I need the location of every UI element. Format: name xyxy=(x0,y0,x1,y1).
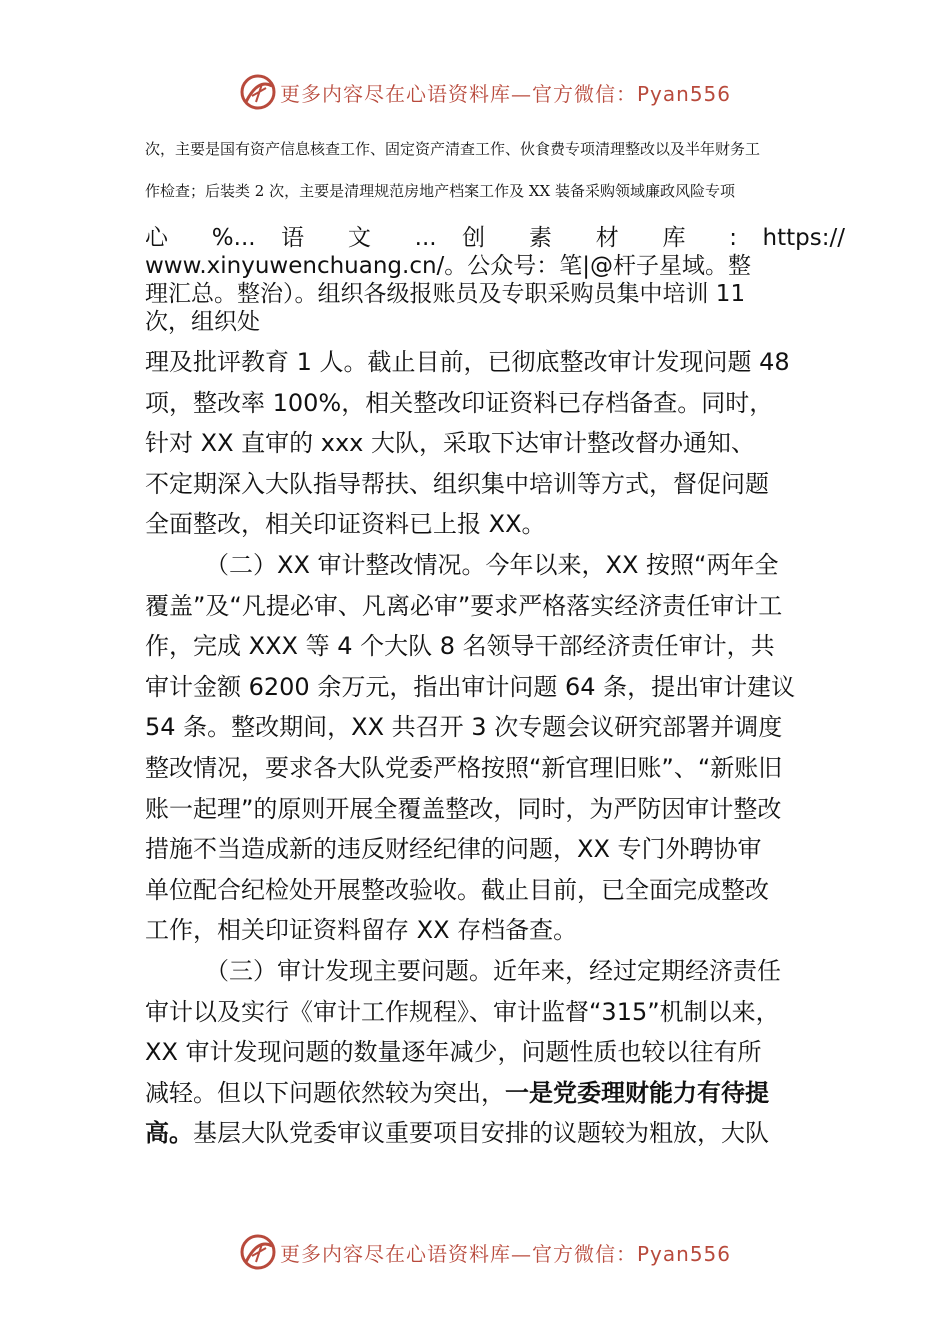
text-line: XX 审计发现问题的数量逐年减少，问题性质也较以往有所 xyxy=(145,1038,762,1067)
banner-text xyxy=(280,1238,731,1267)
bold-heading: 高。 xyxy=(145,1119,193,1148)
bold-heading: 一是党委理财能力有待提 xyxy=(505,1078,769,1107)
text-line: 工作，相关印证资料留存 XX 存档备查。 xyxy=(145,916,578,945)
text-line: 54 条。整改期间，XX 共召开 3 次专题会议研究部署并调度 xyxy=(145,713,783,742)
watermark-block xyxy=(145,224,845,336)
paragraph-2 xyxy=(145,545,810,951)
banner-text xyxy=(280,78,731,107)
text-line: 全面整改，相关印证资料已上报 XX。 xyxy=(145,510,546,539)
text-line: （二）XX 审计整改情况。今年以来，XX 按照“两年全 xyxy=(205,550,779,579)
small-line-2: 作检查；后装类 2 次，主要是清理规范房地产档案工作及 XX 装备采购领域廉政风险专项 xyxy=(145,182,735,200)
text-line: 账一起理”的原则开展全覆盖整改，同时，为严防因审计整改 xyxy=(145,794,782,823)
banner-wechat-id: Pyan556 xyxy=(637,82,732,106)
text-line: 整改情况，要求各大队党委严格按照“新官理旧账”、“新账旧 xyxy=(145,753,783,782)
logo-seal-icon xyxy=(238,72,278,112)
text-line: 针对 XX 直审的 xxx 大队，采取下达审计整改督办通知、 xyxy=(145,429,756,458)
text-line: （三）审计发现主要问题。近年来，经过定期经济责任 xyxy=(205,956,781,985)
text-line: 审计以及实行《审计工作规程》、审计监督“315”机制以来， xyxy=(145,997,780,1026)
watermark-line: www.xinyuwenchuang.cn/。公众号：笔|@杆子星域。整 xyxy=(145,253,752,279)
banner-title: 更多内容尽在心语资料库 xyxy=(280,1242,511,1266)
text-line: 措施不当造成新的违反财经纪律的问题，XX 专门外聘协审 xyxy=(145,835,762,864)
text-line: 单位配合纪检处开展整改验收。截止目前，已全面完成整改 xyxy=(145,875,769,904)
small-line-1: 次，主要是国有资产信息核查工作、固定资产清查工作、伙食费专项清理整改以及半年财务工 xyxy=(145,140,761,158)
text-line: 不定期深入大队指导帮扶、组织集中培训等方式，督促问题 xyxy=(145,469,769,498)
banner-separator: — xyxy=(511,82,532,106)
text-line xyxy=(145,1113,810,1154)
text-line: 作，完成 XXX 等 4 个大队 8 名领导干部经济责任审计，共 xyxy=(145,632,775,661)
text-segment: 基层大队党委审议重要项目安排的议题较为粗放，大队 xyxy=(193,1119,769,1148)
body-text xyxy=(145,342,810,1154)
header-banner xyxy=(0,68,950,118)
text-line: 理及批评教育 1 人。截止目前，已彻底整改审计发现问题 48 xyxy=(145,348,790,376)
banner-separator: — xyxy=(511,1242,532,1266)
text-line: 项，整改率 100%，相关整改印证资料已存档备查。同时， xyxy=(145,388,774,417)
watermark-line: 理汇总。整治）。组织各级报账员及专职采购员集中培训 11 xyxy=(145,281,746,307)
banner-wechat-label: 官方微信： xyxy=(532,82,637,106)
text-segment: 减轻。但以下问题依然较为突出， xyxy=(145,1078,505,1107)
text-line xyxy=(145,1073,810,1114)
watermark-line: 次，组织处 xyxy=(145,309,260,335)
paragraph-3 xyxy=(145,951,810,1154)
banner-wechat-id: Pyan556 xyxy=(637,1242,732,1266)
footer-banner xyxy=(0,1228,950,1278)
banner-title: 更多内容尽在心语资料库 xyxy=(280,82,511,106)
logo-seal-icon xyxy=(238,1232,278,1272)
text-line: 审计金额 6200 余万元，指出审计问题 64 条，提出审计建议 xyxy=(145,672,796,701)
paragraph-1 xyxy=(145,342,810,545)
text-line: 覆盖”及“凡提必审、凡离必审”要求严格落实经济责任审计工 xyxy=(145,591,783,620)
banner-wechat-label: 官方微信： xyxy=(532,1242,637,1266)
watermark-line: 心 %... 语 文 ... 创 素 材 库 : https:// xyxy=(145,225,845,251)
